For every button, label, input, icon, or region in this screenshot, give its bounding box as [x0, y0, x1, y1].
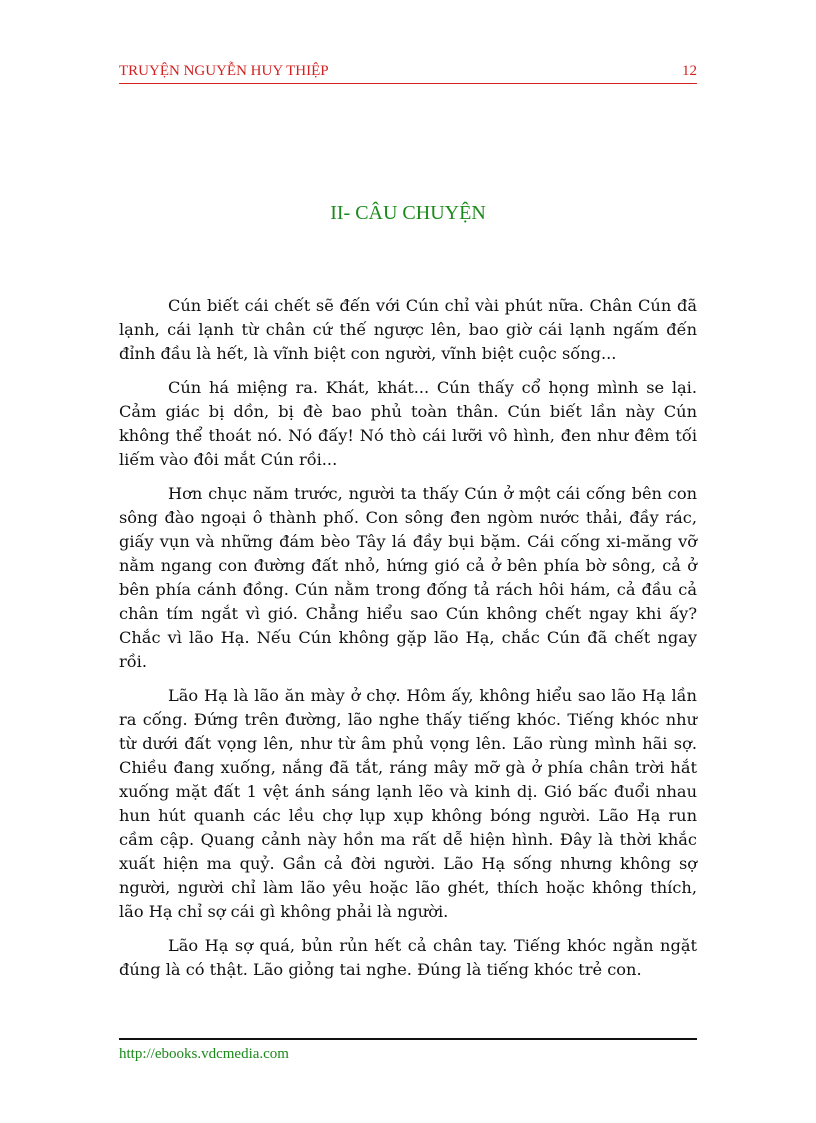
chapter-title: II- CÂU CHUYỆN: [330, 202, 486, 224]
book-title: TRUYỆN NGUYỄN HUY THIỆP: [119, 63, 329, 79]
body-text: [119, 294, 697, 992]
paragraph: Lão Hạ là lão ăn mày ở chợ. Hôm ấy, không hiểu sao lão Hạ lần ra cống. Đứng trên đường, lão nghe thấy tiếng khóc. Tiếng khóc như từ dưới đất vọng lên, như từ âm phủ vọng lên. Lão rùng mình hãi sợ. Chiều đang xuống, nắng đã tắt, ráng mây mỡ gà ở phía chân trời hắt xuống mặt đất 1 vệt ánh sáng lạnh lẽo và kinh dị. Gió bấc đuổi nhau hun hút quanh các lều chợ lụp xụp không bóng người. Lão Hạ run cầm cập. Quang cảnh này hồn ma rất dễ hiện hình. Đây là thời khắc xuất hiện ma quỷ. Gần cả đời người. Lão Hạ sống nhưng không sợ người, người chỉ làm lão yêu hoặc lão ghét, thích hoặc không thích, lão Hạ chỉ sợ cái gì không phải là người.: [119, 686, 697, 921]
paragraph: Lão Hạ sợ quá, bủn rủn hết cả chân tay. Tiếng khóc ngằn ngặt đúng là có thật. Lão giỏng tai nghe. Đúng là tiếng khóc trẻ con.: [119, 936, 697, 979]
page-number: 12: [682, 63, 697, 79]
paragraph: Cún biết cái chết sẽ đến với Cún chỉ vài phút nữa. Chân Cún đã lạnh, cái lạnh từ chân cứ thế ngược lên, bao giờ cái lạnh ngấm đến đỉnh đầu là hết, là vĩnh biệt con người, vĩnh biệt cuộc sống...: [119, 296, 697, 363]
paragraph: Hơn chục năm trước, người ta thấy Cún ở một cái cống bên con sông đào ngoại ô thành phố. Con sông đen ngòm nước thải, đầy rác, giấy vụn và những đám bèo Tây lá đầy bụi bặm. Cái cống xi-măng vỡ nằm ngang con đường đất nhỏ, hứng gió cả ở bên phía bờ sông, cả ở bên phía cánh đồng. Cún nằm trong đống tả rách hôi hám, cả đầu cả chân tím ngắt vì gió. Chẳng hiểu sao Cún không chết ngay khi ấy? Chắc vì lão Hạ. Nếu Cún không gặp lão Hạ, chắc Cún đã chết ngay rồi.: [119, 484, 697, 671]
paragraph: Cún há miệng ra. Khát, khát... Cún thấy cổ họng mình se lại. Cảm giác bị dồn, bị đè bao phủ toàn thân. Cún biết lần này Cún không thể thoát nó. Nó đấy! Nó thò cái lưỡi vô hình, đen như đêm tối liếm vào đôi mắt Cún rồi...: [119, 378, 697, 469]
page-footer: [119, 1038, 697, 1063]
footer-url[interactable]: http://ebooks.vdcmedia.com: [119, 1046, 289, 1062]
page-header: [119, 61, 697, 84]
